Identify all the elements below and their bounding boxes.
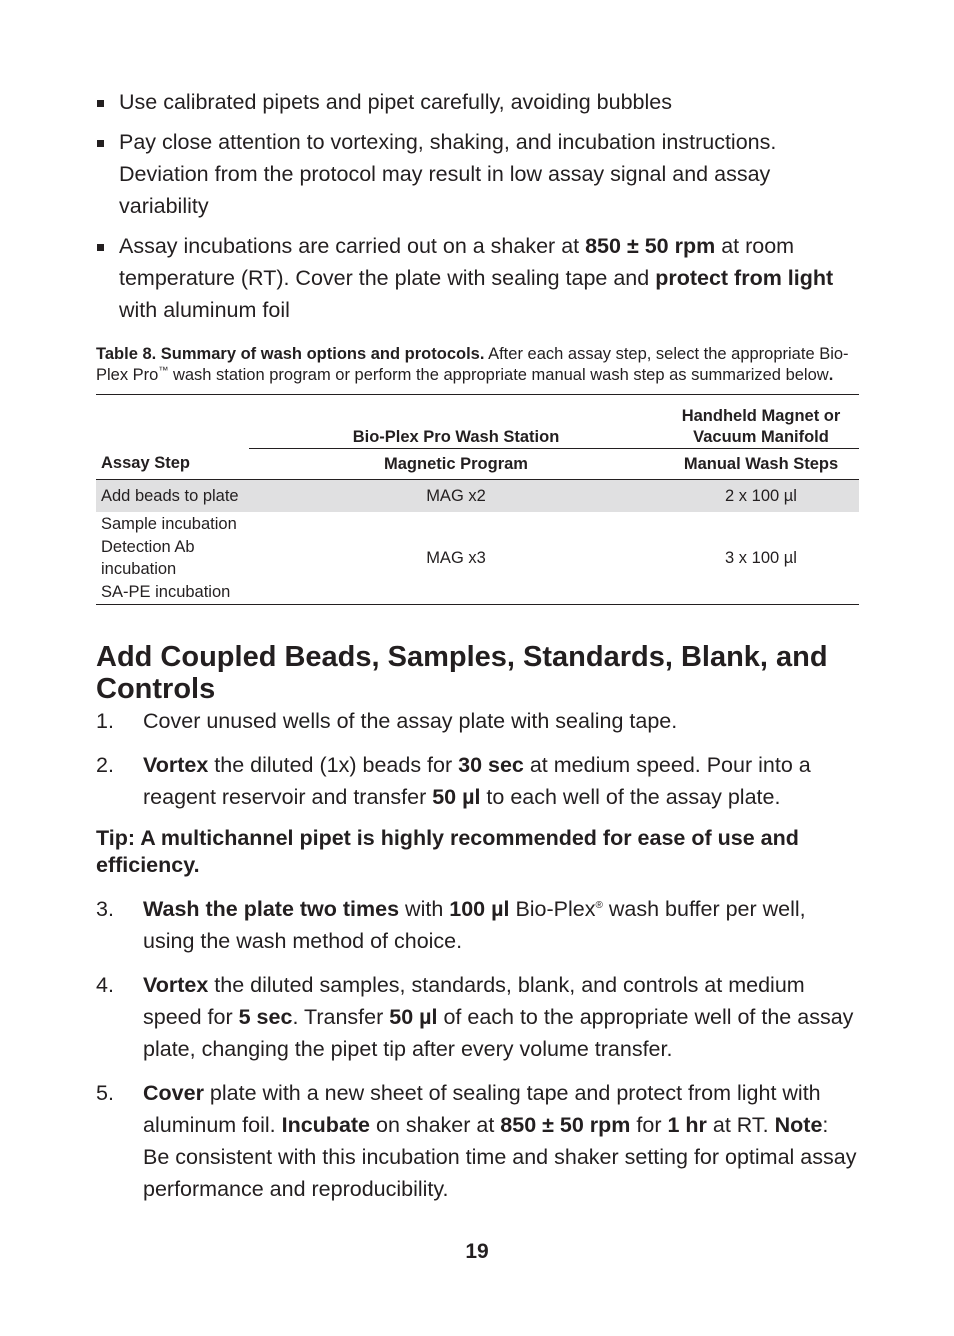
- emphasis-text: 100 µl: [449, 897, 510, 921]
- emphasis-text: 50 µl: [432, 785, 481, 809]
- column-header-magnetic-program: Magnetic Program: [249, 449, 663, 480]
- emphasis-text: protect from light: [655, 266, 834, 290]
- text-run: of each to the appropriate well of the assay plate, changing the pipet tip after every volume transfer.: [143, 1005, 854, 1061]
- table-column-header-row: [96, 449, 859, 480]
- text-run: . Transfer: [292, 1005, 390, 1029]
- text-run: wash buffer per well, using the wash method of choice.: [143, 897, 806, 953]
- step-number: 5.: [96, 1081, 114, 1105]
- text-run: at medium speed. Pour into a reagent reservoir and transfer: [143, 753, 811, 809]
- table-caption-body: After each assay step, select the appropriate Bio-Plex Pro: [96, 345, 849, 384]
- rich-text: [143, 897, 806, 953]
- text-run: : Be consistent with this incubation time and shaker setting for optimal assay performance and reproducibility.: [143, 1113, 857, 1201]
- cell-magnetic-program: MAG x2: [249, 480, 663, 513]
- table-group-header-row: [96, 395, 859, 449]
- group-header-empty: [96, 395, 249, 449]
- emphasis-text: 1 hr: [667, 1113, 707, 1137]
- text-run: for: [630, 1113, 668, 1137]
- section-heading: Add Coupled Beads, Samples, Standards, Blank, and Controls: [96, 641, 828, 705]
- step-number: 3.: [96, 897, 114, 921]
- bullet-square-icon: [97, 244, 104, 251]
- column-header-manual-wash-steps: Manual Wash Steps: [663, 449, 859, 480]
- text-run: on shaker at: [370, 1113, 501, 1137]
- table-caption: [96, 344, 859, 385]
- tip-label: Tip:: [96, 826, 136, 850]
- text-run: Assay incubations are carried out on a shaker at: [119, 234, 586, 258]
- bullet-square-icon: [97, 100, 104, 107]
- assay-step-line: Sample incubation: [101, 515, 237, 533]
- emphasis-text: 50 µl: [389, 1005, 438, 1029]
- cell-manual-wash-steps: 2 x 100 µl: [663, 480, 859, 513]
- text-run: at room temperature (RT). Cover the plate with sealing tape and: [119, 234, 795, 290]
- trademark-symbol: ™: [158, 365, 169, 376]
- bullet-item: [96, 86, 859, 118]
- emphasis-text: 850 ± 50 rpm: [585, 234, 716, 258]
- group-header-manual: Handheld Magnet or Vacuum Manifold: [663, 395, 859, 449]
- emphasis-text: Incubate: [281, 1113, 371, 1137]
- table-row: [96, 512, 859, 605]
- procedure-step: [96, 969, 859, 1065]
- procedure-step: [96, 705, 859, 737]
- procedure-steps-list-continued: [96, 893, 859, 1205]
- document-page: [96, 86, 859, 1217]
- text-run: the diluted samples, standards, blank, and controls at medium speed for: [143, 973, 805, 1029]
- assay-step-line: Detection Ab incubation: [101, 537, 195, 578]
- emphasis-text: 5 sec: [238, 1005, 293, 1029]
- procedure-steps-list: [96, 705, 859, 813]
- table-caption-title: Table 8. Summary of wash options and protocols.: [96, 345, 485, 363]
- emphasis-text: Cover: [143, 1081, 204, 1105]
- step-number: 4.: [96, 973, 114, 997]
- text-run: Pay close attention to vortexing, shaking, and incubation instructions. Deviation from the protocol may result in low assay signal and assay variability: [119, 130, 777, 218]
- emphasis-text: 850 ± 50 rpm: [500, 1113, 631, 1137]
- table-row: [96, 480, 859, 513]
- rich-text: [143, 753, 811, 809]
- procedure-step: [96, 749, 859, 813]
- emphasis-text: Vortex: [143, 973, 209, 997]
- text-run: Use calibrated pipets and pipet carefully, avoiding bubbles: [119, 90, 672, 114]
- emphasis-text: 30 sec: [458, 753, 524, 777]
- text-run: the diluted (1x) beads for: [208, 753, 459, 777]
- table-caption-period: .: [828, 365, 834, 384]
- cell-assay-step: [96, 512, 249, 605]
- tip-text: A multichannel pipet is highly recommended for ease of use and efficiency.: [96, 826, 799, 877]
- rich-text: [143, 973, 853, 1061]
- rich-text: [119, 90, 672, 114]
- page-number: 19: [465, 1240, 489, 1263]
- registered-symbol: ®: [595, 899, 603, 911]
- table-caption-body-end: wash station program or perform the appropriate manual wash step as summarized below: [168, 365, 829, 384]
- text-run: at RT.: [706, 1113, 775, 1137]
- text-run: Bio-Plex: [509, 897, 596, 921]
- bullet-square-icon: [97, 140, 104, 147]
- rich-text: [119, 234, 833, 322]
- rich-text: [119, 130, 776, 218]
- wash-options-table: [96, 394, 859, 605]
- assay-step-line: SA-PE incubation: [101, 582, 231, 601]
- text-run: Cover unused wells of the assay plate with sealing tape.: [143, 709, 678, 733]
- guideline-bullet-list: [96, 86, 859, 326]
- bullet-item: [96, 230, 859, 326]
- rich-text: [143, 1081, 856, 1201]
- cell-assay-step: Add beads to plate: [96, 480, 249, 513]
- tip-callout: [96, 825, 859, 879]
- procedure-step: [96, 1077, 859, 1205]
- text-run: to each well of the assay plate.: [480, 785, 781, 809]
- procedure-step: [96, 893, 859, 957]
- cell-manual-wash-steps: 3 x 100 µl: [663, 512, 859, 605]
- column-header-assay-step: Assay Step: [96, 449, 249, 480]
- emphasis-text: Note: [774, 1113, 823, 1137]
- group-header-wash-station: Bio-Plex Pro Wash Station: [249, 395, 663, 449]
- step-number: 2.: [96, 753, 114, 777]
- emphasis-text: Wash the plate two times: [143, 897, 400, 921]
- step-number: 1.: [96, 709, 114, 733]
- emphasis-text: Vortex: [143, 753, 209, 777]
- bullet-item: [96, 126, 859, 222]
- text-run: with: [399, 897, 450, 921]
- rich-text: [143, 709, 677, 733]
- text-run: with aluminum foil: [119, 298, 290, 322]
- text-run: plate with a new sheet of sealing tape and protect from light with aluminum foil.: [143, 1081, 821, 1137]
- cell-magnetic-program: MAG x3: [249, 512, 663, 605]
